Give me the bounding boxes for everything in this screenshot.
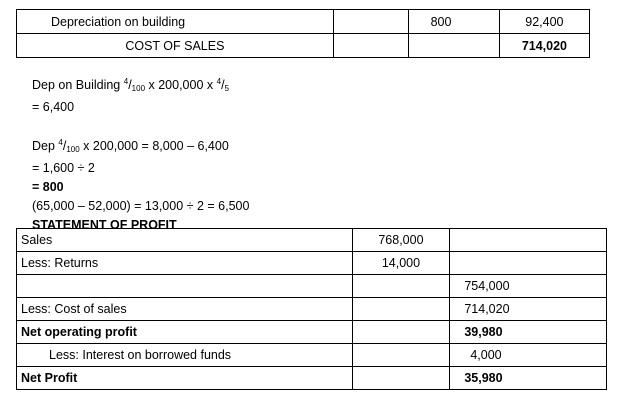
net-operating-profit-value: 39,980: [450, 321, 607, 344]
row-label: Less: Cost of sales: [17, 298, 353, 321]
table-row: [17, 252, 607, 275]
note-text: x 200,000 x: [145, 78, 217, 92]
note-text: Dep on Building: [32, 78, 124, 92]
cell: [352, 298, 450, 321]
working-notes-2: [32, 133, 249, 235]
row-label: Less: Returns: [17, 252, 353, 275]
table-row: [17, 298, 607, 321]
table-row: [17, 321, 607, 344]
cell: [352, 275, 450, 298]
fraction-numerator: 4: [123, 77, 129, 86]
net-profit-value: 35,980: [450, 367, 607, 390]
note-line: = 6,400: [32, 100, 75, 114]
cell: 800: [409, 10, 500, 34]
fraction-denominator: 5: [224, 84, 229, 93]
note-line: = 800: [32, 180, 64, 194]
fraction-denominator: 100: [66, 145, 80, 154]
working-notes-1: [32, 72, 229, 117]
note-line: Dep $^4/_{100}$ x 200,000 = 8,000 – 6,400: [32, 138, 229, 154]
fraction-denominator: 100: [131, 84, 146, 93]
cell: [352, 321, 450, 344]
fraction-numerator: 4: [58, 138, 63, 147]
table-row: [17, 34, 590, 58]
note-line: (65,000 – 52,000) = 13,000 ÷ 2 = 6,500: [32, 199, 250, 213]
note-text: x 200,000 = 8,000 – 6,400: [79, 139, 229, 153]
row-label: COST OF SALES: [17, 34, 334, 58]
table-row: [17, 229, 607, 252]
table-row: [17, 10, 590, 34]
cell: 768,000: [352, 229, 450, 252]
cell: 14,000: [352, 252, 450, 275]
table-row: [17, 367, 607, 390]
table-row: [17, 344, 607, 367]
cost-of-sales-table: [16, 9, 590, 58]
row-label: Depreciation on building: [17, 10, 334, 34]
cell: [450, 229, 607, 252]
statement-of-profit-table: [16, 228, 607, 390]
cell: 92,400: [499, 10, 589, 34]
cell: [333, 34, 408, 58]
row-label: Net operating profit: [17, 321, 353, 344]
cell: 4,000: [450, 344, 607, 367]
fraction-numerator: 4: [216, 77, 222, 86]
note-line: = 1,600 ÷ 2: [32, 161, 95, 175]
cell: [352, 344, 450, 367]
cell: [409, 34, 500, 58]
cost-of-sales-total: 714,020: [499, 34, 589, 58]
table-row: [17, 275, 607, 298]
cell: 714,020: [450, 298, 607, 321]
cell: [333, 10, 408, 34]
cell: [352, 367, 450, 390]
row-label: [17, 275, 353, 298]
row-label: Sales: [17, 229, 353, 252]
cell: 754,000: [450, 275, 607, 298]
row-label: Net Profit: [17, 367, 353, 390]
statement-title: STATEMENT OF PROFIT: [32, 218, 177, 232]
row-label: Less: Interest on borrowed funds: [17, 344, 353, 367]
note-line: Dep on Building $^4/_{100}$ x 200,000 x $^4/_5$: [32, 77, 229, 93]
cell: [450, 252, 607, 275]
note-text: Dep: [32, 139, 59, 153]
